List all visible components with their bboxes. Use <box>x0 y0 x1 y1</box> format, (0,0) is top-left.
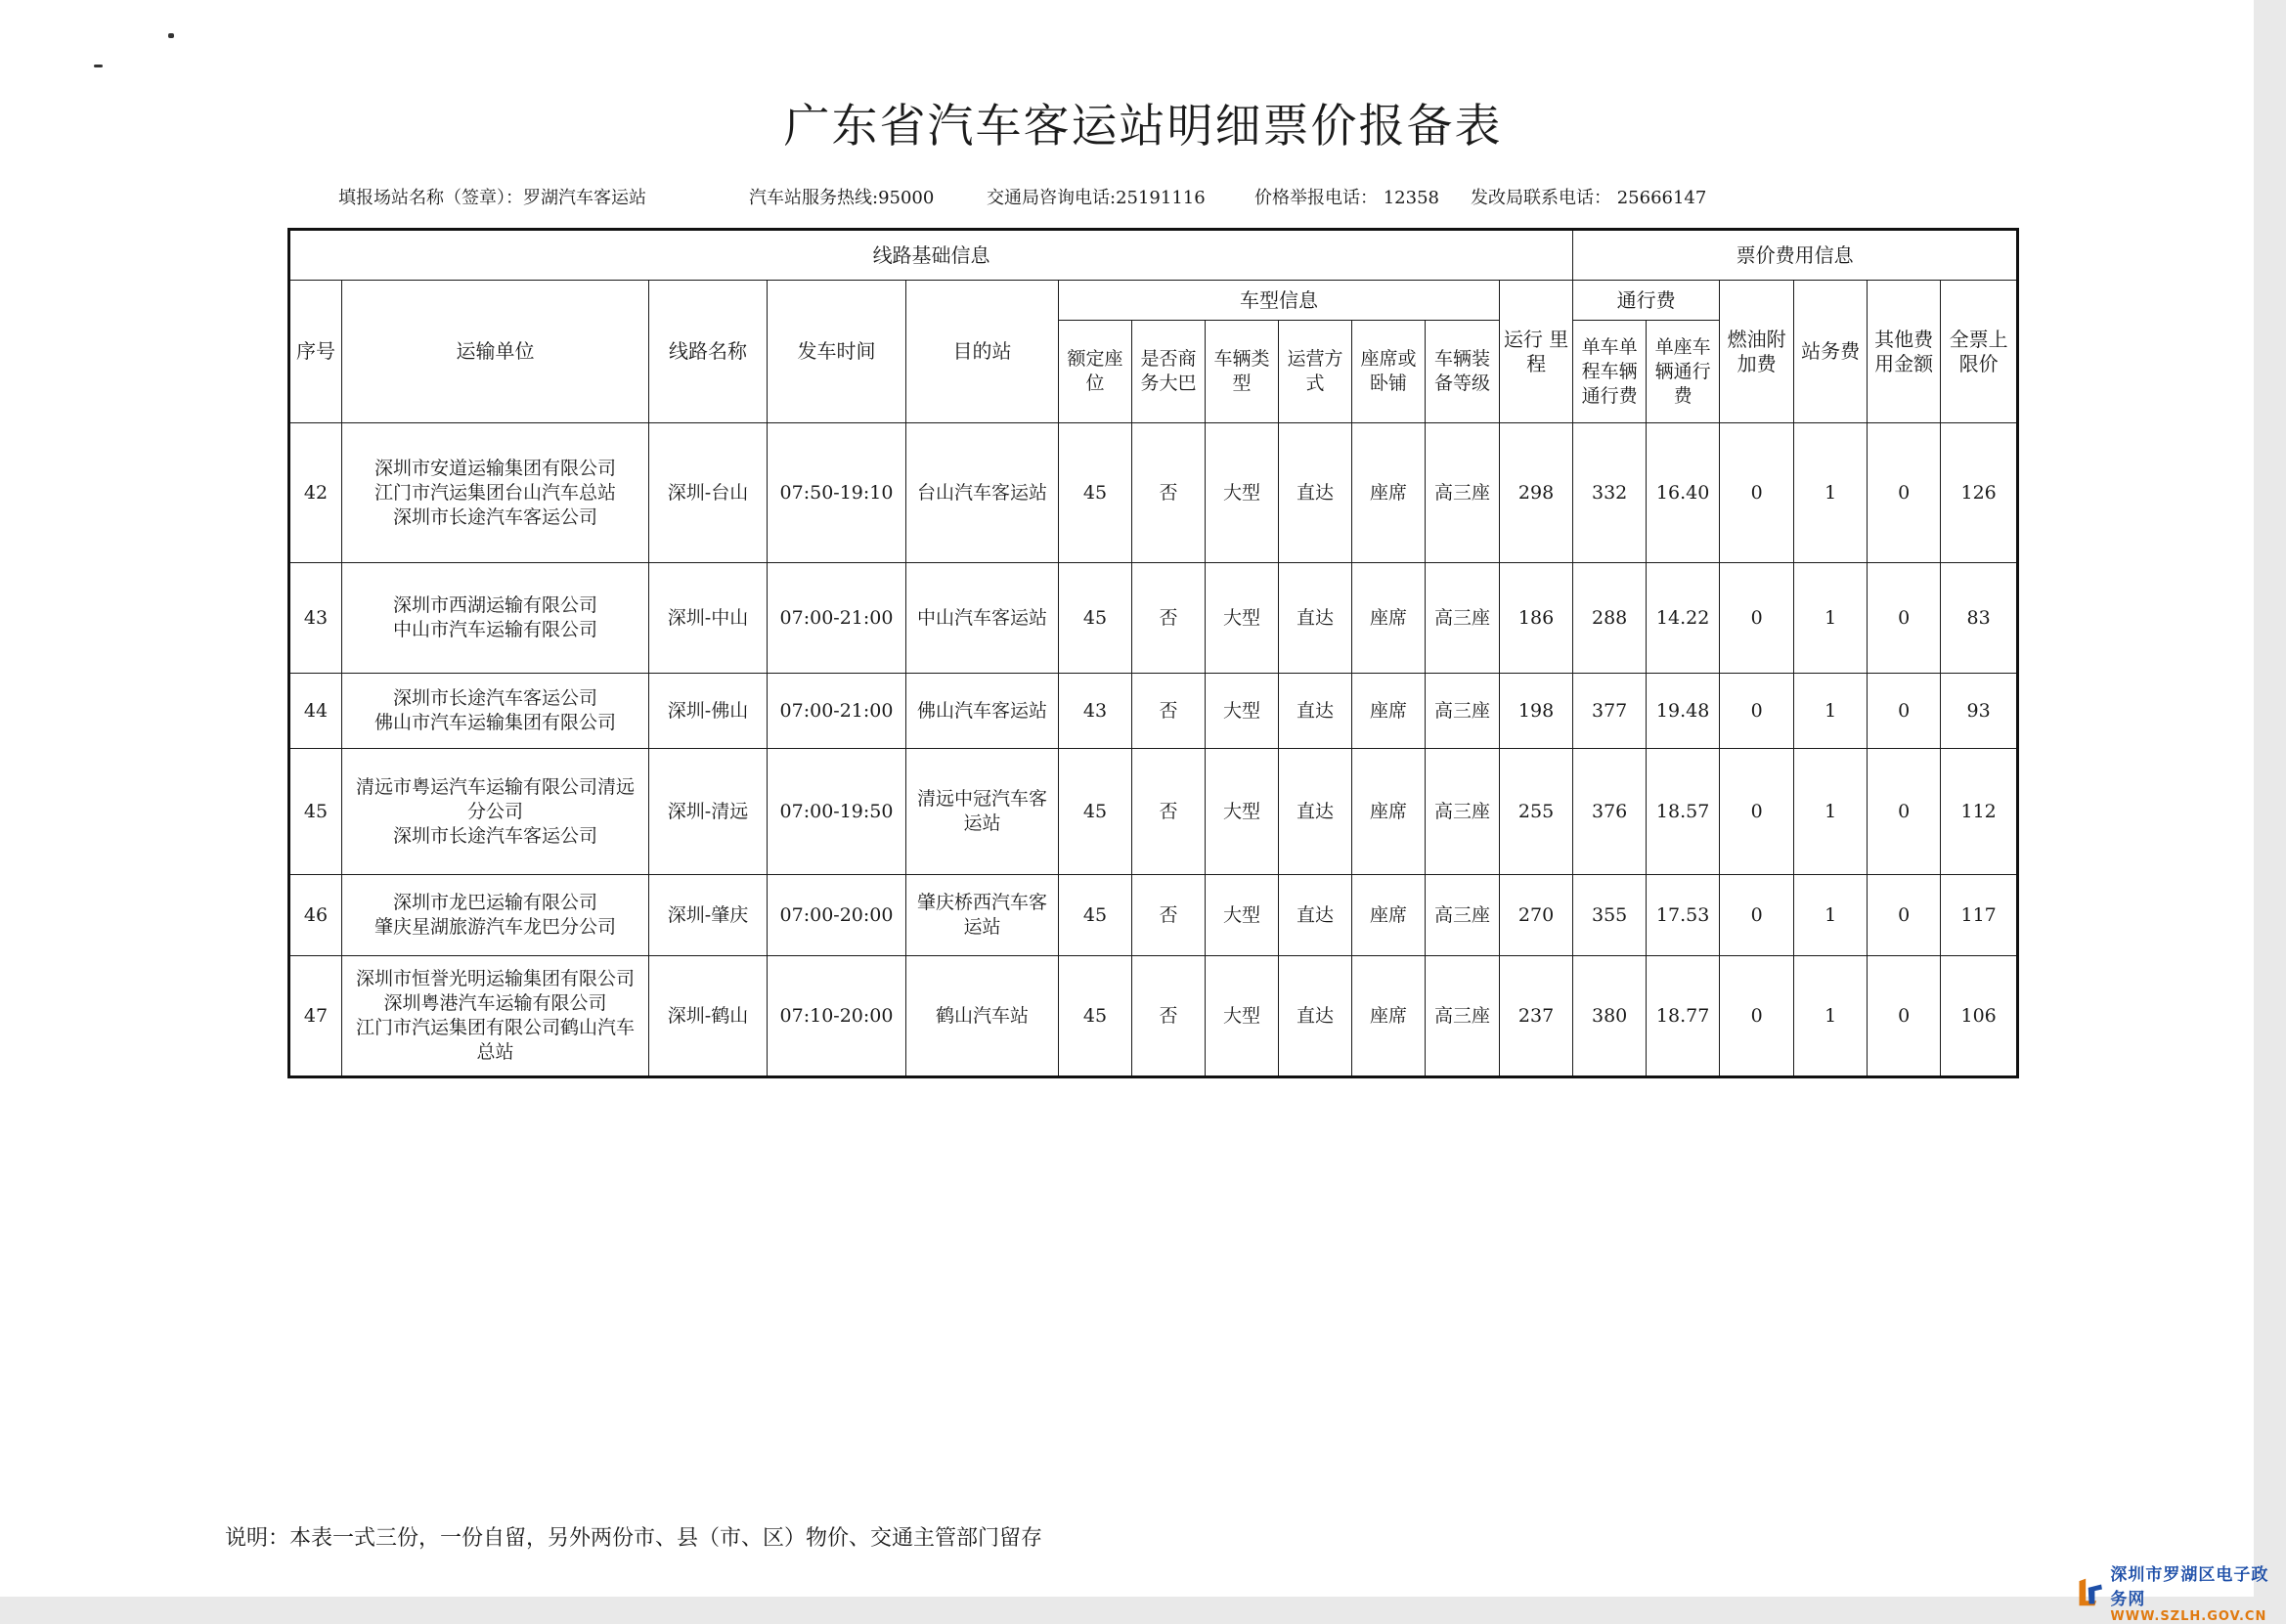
cell-business: 否 <box>1132 674 1206 749</box>
cell-fuel: 0 <box>1720 563 1794 674</box>
unit-line: 佛山市汽车运输集团有限公司 <box>374 712 616 733</box>
cell-seq: 46 <box>289 875 342 956</box>
cell-mode: 直达 <box>1279 423 1352 563</box>
cell-fuel: 0 <box>1720 875 1794 956</box>
cell-business: 否 <box>1132 423 1206 563</box>
cell-type: 大型 <box>1206 423 1279 563</box>
cell-route: 深圳-清远 <box>649 749 768 875</box>
cell-km: 198 <box>1500 674 1573 749</box>
cell-type: 大型 <box>1206 563 1279 674</box>
cell-grade: 高三座 <box>1426 563 1500 674</box>
cell-mode: 直达 <box>1279 875 1352 956</box>
cell-grade: 高三座 <box>1426 674 1500 749</box>
cell-seat-kind: 座席 <box>1352 956 1426 1077</box>
cell-fuel: 0 <box>1720 423 1794 563</box>
cell-fuel: 0 <box>1720 674 1794 749</box>
cell-dest: 肇庆桥西汽车客运站 <box>906 875 1059 956</box>
cell-time: 07:00-21:00 <box>768 674 906 749</box>
header-grade: 车辆装备等级 <box>1426 321 1500 423</box>
station-hotline: 汽车站服务热线:95000 <box>749 188 935 208</box>
cell-other: 0 <box>1868 674 1941 749</box>
unit-line: 深圳粤港汽车运输有限公司 <box>383 992 607 1014</box>
cell-station-fee: 1 <box>1794 875 1868 956</box>
table-row <box>289 563 2018 674</box>
cell-dest: 清远中冠汽车客运站 <box>906 749 1059 875</box>
header-other: 其他费用金额 <box>1868 281 1941 423</box>
cell-toll-seat: 17.53 <box>1647 875 1720 956</box>
header-mode: 运营方式 <box>1279 321 1352 423</box>
cell-fuel: 0 <box>1720 749 1794 875</box>
cell-toll-seat: 16.40 <box>1647 423 1720 563</box>
document-title: 广东省汽车客运站明细票价报备表 <box>783 100 1503 154</box>
cell-seat-kind: 座席 <box>1352 875 1426 956</box>
cell-station-fee: 1 <box>1794 674 1868 749</box>
section-route-info: 线路基础信息 <box>289 230 1573 281</box>
cell-seq: 47 <box>289 956 342 1077</box>
unit-line: 深圳市长途汽车客运公司 <box>392 687 597 709</box>
header-toll-group: 通行费 <box>1573 281 1720 321</box>
cell-mode: 直达 <box>1279 749 1352 875</box>
unit-line: 肇庆星湖旅游汽车龙巴分公司 <box>374 916 616 938</box>
cell-other: 0 <box>1868 956 1941 1077</box>
cell-station-fee: 1 <box>1794 563 1868 674</box>
scan-speck <box>168 33 174 38</box>
header-seq: 序号 <box>289 281 342 423</box>
cell-mode: 直达 <box>1279 956 1352 1077</box>
cell-other: 0 <box>1868 875 1941 956</box>
cell-other: 0 <box>1868 749 1941 875</box>
table-row <box>289 749 2018 875</box>
cell-route: 深圳-台山 <box>649 423 768 563</box>
unit-line: 深圳市安道运输集团有限公司 <box>374 457 616 479</box>
cell-type: 大型 <box>1206 674 1279 749</box>
cell-type: 大型 <box>1206 875 1279 956</box>
cell-seats: 45 <box>1059 956 1132 1077</box>
cell-toll-seat: 18.77 <box>1647 956 1720 1077</box>
cell-route: 深圳-肇庆 <box>649 875 768 956</box>
cell-dest: 台山汽车客运站 <box>906 423 1059 563</box>
header-vehicle-group: 车型信息 <box>1059 281 1500 321</box>
table-row <box>289 875 2018 956</box>
cell-unit <box>342 674 649 749</box>
cell-time: 07:10-20:00 <box>768 956 906 1077</box>
cell-toll-seat: 18.57 <box>1647 749 1720 875</box>
cell-unit <box>342 563 649 674</box>
cell-type: 大型 <box>1206 749 1279 875</box>
cell-route: 深圳-鹤山 <box>649 956 768 1077</box>
section-fare-info: 票价费用信息 <box>1573 230 2018 281</box>
header-km: 运行 里程 <box>1500 281 1573 423</box>
site-logo-icon <box>2077 1573 2104 1610</box>
unit-line: 总站 <box>476 1041 514 1063</box>
cell-km: 237 <box>1500 956 1573 1077</box>
header-dest: 目的站 <box>906 281 1059 423</box>
section-header-row <box>289 230 2018 281</box>
cell-business: 否 <box>1132 563 1206 674</box>
cell-toll-vehicle: 377 <box>1573 674 1647 749</box>
cell-toll-seat: 14.22 <box>1647 563 1720 674</box>
cell-time: 07:50-19:10 <box>768 423 906 563</box>
cell-seats: 45 <box>1059 563 1132 674</box>
cell-dest: 佛山汽车客运站 <box>906 674 1059 749</box>
watermark-url: WWW.SZLH.GOV.CN <box>2110 1608 2267 1624</box>
cell-seq: 44 <box>289 674 342 749</box>
watermark-site-name: 深圳市罗湖区电子政务网 <box>2110 1564 2269 1609</box>
cell-grade: 高三座 <box>1426 749 1500 875</box>
header-route: 线路名称 <box>649 281 768 423</box>
header-toll-seat: 单座车辆通行费 <box>1647 321 1720 423</box>
cell-route: 深圳-中山 <box>649 563 768 674</box>
cell-mode: 直达 <box>1279 563 1352 674</box>
cell-toll-vehicle: 376 <box>1573 749 1647 875</box>
cell-seats: 45 <box>1059 423 1132 563</box>
unit-line: 深圳市长途汽车客运公司 <box>392 824 597 847</box>
cell-station-fee: 1 <box>1794 956 1868 1077</box>
cell-grade: 高三座 <box>1426 956 1500 1077</box>
unit-line: 深圳市长途汽车客运公司 <box>392 505 597 528</box>
header-seats: 额定座位 <box>1059 321 1132 423</box>
table-row <box>289 956 2018 1077</box>
cell-unit <box>342 956 649 1077</box>
cell-unit <box>342 749 649 875</box>
cell-km: 270 <box>1500 875 1573 956</box>
table-row <box>289 674 2018 749</box>
header-toll-vehicle: 单车单程车辆通行费 <box>1573 321 1647 423</box>
cell-seats: 45 <box>1059 875 1132 956</box>
cell-limit: 117 <box>1941 875 2018 956</box>
cell-dest: 中山汽车客运站 <box>906 563 1059 674</box>
cell-fuel: 0 <box>1720 956 1794 1077</box>
unit-line: 深圳市恒誉光明运输集团有限公司 <box>355 968 635 989</box>
cell-limit: 126 <box>1941 423 2018 563</box>
cell-unit <box>342 423 649 563</box>
unit-line: 江门市汽运集团台山汽车总站 <box>374 481 616 504</box>
cell-limit: 93 <box>1941 674 2018 749</box>
unit-line: 深圳市龙巴运输有限公司 <box>392 892 597 913</box>
cell-time: 07:00-20:00 <box>768 875 906 956</box>
table-body <box>289 230 2018 1077</box>
cell-km: 255 <box>1500 749 1573 875</box>
cell-seq: 43 <box>289 563 342 674</box>
cell-business: 否 <box>1132 956 1206 1077</box>
unit-line: 中山市汽车运输有限公司 <box>392 619 597 640</box>
transport-bureau-phone: 交通局咨询电话:25191116 <box>987 188 1206 208</box>
station-name: 填报场站名称（签章）：罗湖汽车客运站 <box>338 188 646 208</box>
header-seat-kind: 座席或卧铺 <box>1352 321 1426 423</box>
cell-time: 07:00-21:00 <box>768 563 906 674</box>
header-business: 是否商务大巴 <box>1132 321 1206 423</box>
cell-km: 298 <box>1500 423 1573 563</box>
scan-speck <box>94 65 103 67</box>
cell-type: 大型 <box>1206 956 1279 1077</box>
header-time: 发车时间 <box>768 281 906 423</box>
cell-seq: 45 <box>289 749 342 875</box>
cell-station-fee: 1 <box>1794 423 1868 563</box>
cell-limit: 112 <box>1941 749 2018 875</box>
cell-mode: 直达 <box>1279 674 1352 749</box>
cell-other: 0 <box>1868 423 1941 563</box>
cell-grade: 高三座 <box>1426 875 1500 956</box>
header-type: 车辆类型 <box>1206 321 1279 423</box>
ndrc-phone: 发改局联系电话： 25666147 <box>1471 188 1707 208</box>
header-unit: 运输单位 <box>342 281 649 423</box>
unit-line: 清远市粤运汽车运输有限公司清远 <box>355 775 635 798</box>
footnote: 说明：本表一式三份，一份自留，另外两份市、县（市、区）物价、交通主管部门留存 <box>225 1526 1043 1551</box>
cell-seats: 43 <box>1059 674 1132 749</box>
unit-line: 深圳市西湖运输有限公司 <box>392 594 597 616</box>
cell-seats: 45 <box>1059 749 1132 875</box>
unit-line: 江门市汽运集团有限公司鹤山汽车 <box>355 1017 635 1038</box>
group-header-row <box>289 281 2018 321</box>
header-fuel: 燃油附加费 <box>1720 281 1794 423</box>
cell-unit <box>342 875 649 956</box>
cell-dest: 鹤山汽车站 <box>906 956 1059 1077</box>
cell-limit: 83 <box>1941 563 2018 674</box>
unit-line: 分公司 <box>466 800 523 822</box>
cell-other: 0 <box>1868 563 1941 674</box>
cell-seq: 42 <box>289 423 342 563</box>
cell-toll-vehicle: 380 <box>1573 956 1647 1077</box>
cell-station-fee: 1 <box>1794 749 1868 875</box>
cell-km: 186 <box>1500 563 1573 674</box>
price-report-phone: 价格举报电话： 12358 <box>1254 188 1439 208</box>
header-station-fee: 站务费 <box>1794 281 1868 423</box>
header-limit: 全票上限价 <box>1941 281 2018 423</box>
fare-table <box>287 228 2019 1078</box>
cell-seat-kind: 座席 <box>1352 423 1426 563</box>
cell-toll-vehicle: 288 <box>1573 563 1647 674</box>
table-row <box>289 423 2018 563</box>
cell-seat-kind: 座席 <box>1352 674 1426 749</box>
cell-business: 否 <box>1132 875 1206 956</box>
site-watermark <box>2077 1564 2272 1624</box>
cell-seat-kind: 座席 <box>1352 563 1426 674</box>
cell-toll-seat: 19.48 <box>1647 674 1720 749</box>
cell-grade: 高三座 <box>1426 423 1500 563</box>
cell-business: 否 <box>1132 749 1206 875</box>
cell-limit: 106 <box>1941 956 2018 1077</box>
cell-time: 07:00-19:50 <box>768 749 906 875</box>
cell-seat-kind: 座席 <box>1352 749 1426 875</box>
cell-toll-vehicle: 332 <box>1573 423 1647 563</box>
cell-route: 深圳-佛山 <box>649 674 768 749</box>
cell-toll-vehicle: 355 <box>1573 875 1647 956</box>
